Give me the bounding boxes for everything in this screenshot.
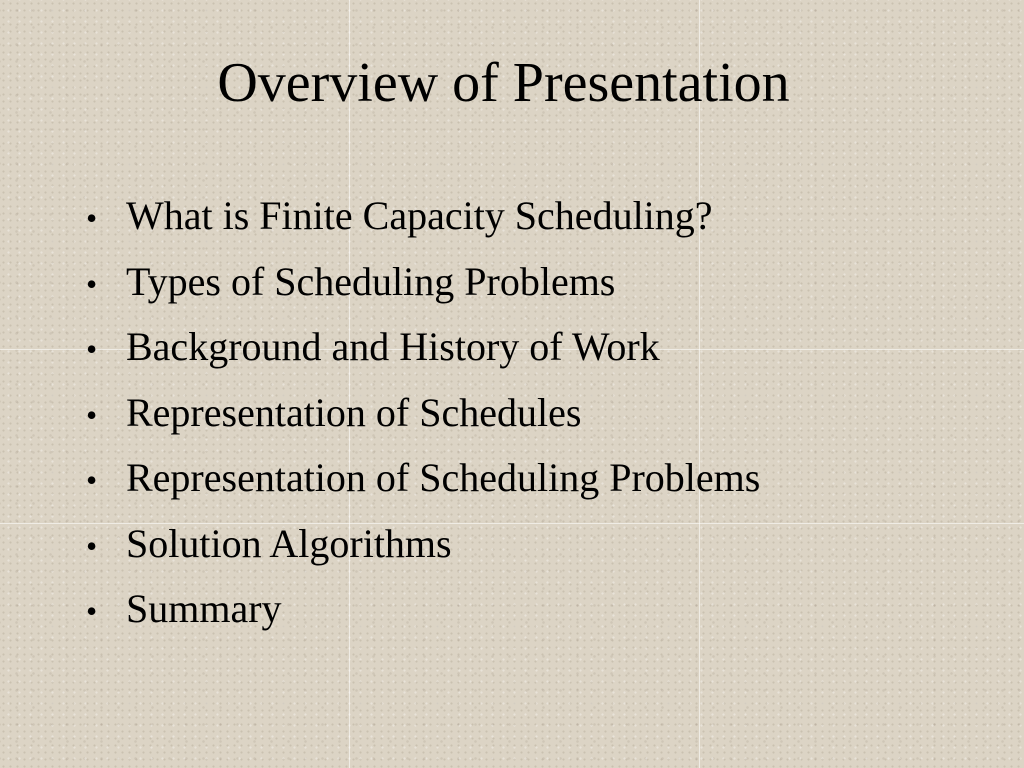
bullet-icon: • (86, 462, 98, 498)
list-item (86, 380, 760, 446)
bullet-text: Representation of Schedules (126, 389, 582, 435)
bullet-icon: • (86, 396, 98, 433)
slide-title: Overview of Presentation (217, 52, 790, 114)
bullet-icon: • (86, 593, 98, 629)
bullet-icon: • (86, 265, 98, 302)
bullet-text: Solution Algorithms (126, 520, 452, 566)
bullet-text: Background and History of Work (126, 324, 660, 369)
list-item (86, 445, 760, 511)
bullet-list (86, 183, 760, 642)
list-item (86, 183, 760, 249)
bullet-icon: • (86, 200, 98, 236)
bullet-icon: • (86, 331, 98, 367)
list-item (86, 249, 760, 315)
bullet-text: Types of Scheduling Problems (126, 258, 616, 304)
bullet-text: Representation of Scheduling Problems (126, 455, 761, 500)
bullet-icon: • (86, 527, 98, 564)
bullet-text: What is Finite Capacity Scheduling? (126, 193, 713, 238)
list-item (86, 511, 760, 577)
list-item (86, 576, 760, 642)
bullet-text: Summary (126, 586, 282, 631)
list-item (86, 314, 760, 380)
